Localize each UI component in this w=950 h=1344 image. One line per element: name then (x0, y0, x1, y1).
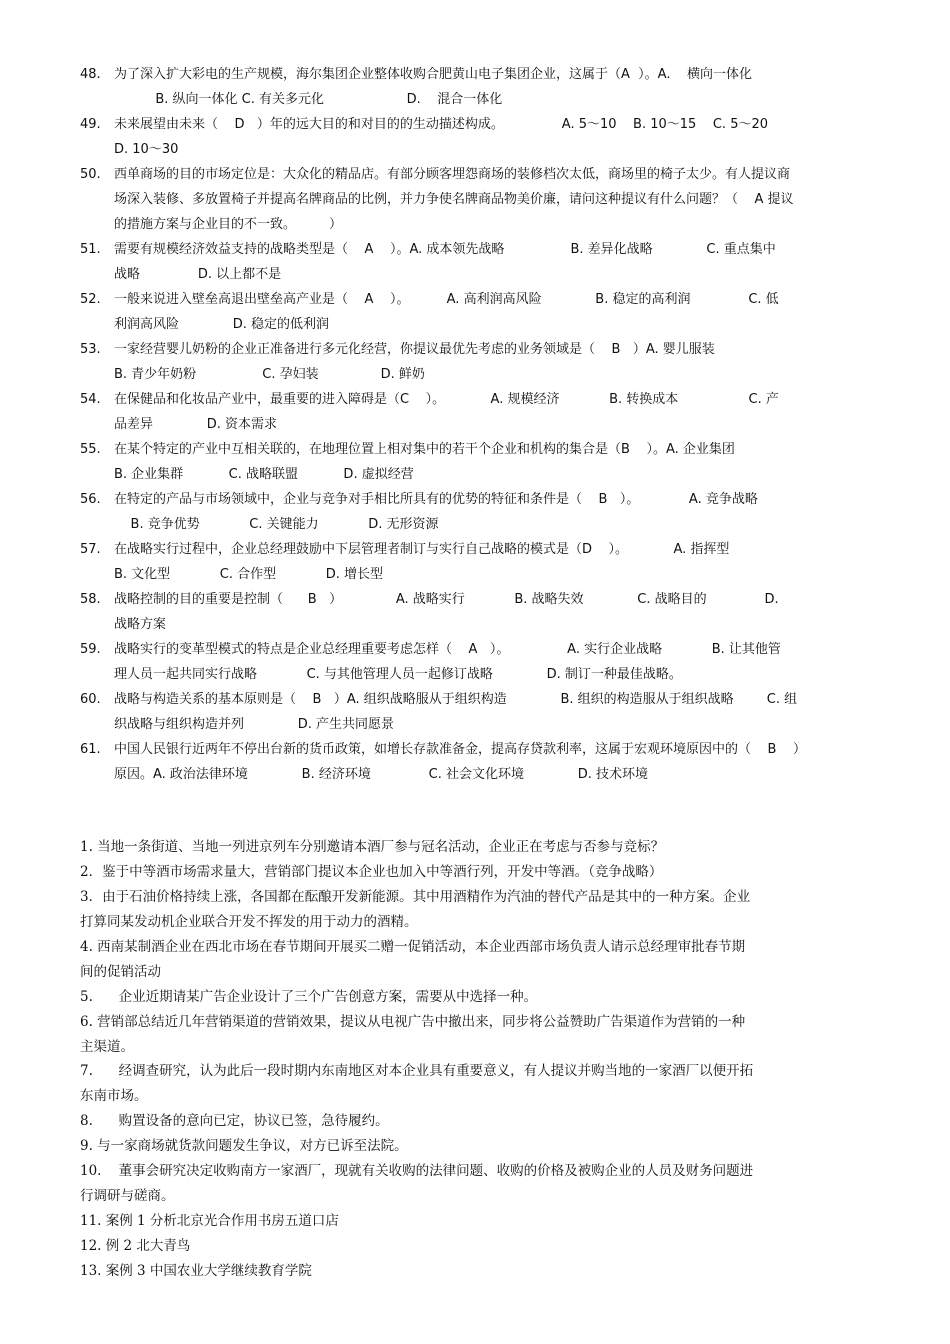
question-number: 60. (80, 692, 101, 707)
question-text-line: 原因。A. 政治法律环境 B. 经济环境 C. 社会文化环境 D. 技术环境 (114, 767, 649, 782)
question-text-line: 的措施方案与企业目的不一致。 ） (114, 217, 343, 232)
case-text-line: 13. 案例 3 中国农业大学继续教育学院 (80, 1263, 312, 1279)
question-number: 61. (80, 742, 101, 757)
question-number: 55. (80, 442, 101, 457)
case-text-line: 9. 与一家商场就货款问题发生争议，对方已诉至法院。 (80, 1138, 408, 1154)
case-text-line: 7. 经调查研究，认为此后一段时期内东南地区对本企业具有重要意义，有人提议并购当地的一家酒厂以便开拓 (80, 1063, 754, 1079)
case-item-2 (80, 860, 872, 885)
question-text-line: 品差异 D. 资本需求 (114, 417, 277, 432)
case-item-8 (80, 1109, 872, 1134)
question-60 (80, 687, 872, 737)
question-text-line: 战略 D. 以上都不是 (114, 267, 282, 282)
case-text-line: 主渠道。 (80, 1039, 134, 1055)
case-text-line: 打算同某发动机企业联合开发不挥发的用于动力的酒精。 (80, 914, 418, 930)
question-text-line: B. 纵向一体化 C. 有关多元化 D. 混合一体化 (114, 92, 503, 107)
question-number: 51. (80, 242, 101, 257)
question-text-line: 战略实行的变革型模式的特点是企业总经理重要考虑怎样（ A ）。 A. 实行企业战略 B. 让其他管 (114, 642, 781, 657)
question-number: 58. (80, 592, 101, 607)
case-text-line: 10. 董事会研究决定收购南方一家酒厂，现就有关收购的法律问题、收购的价格及被购企业的人员及财务问题进 (80, 1163, 754, 1179)
question-text-line: 在战略实行过程中，企业总经理鼓励中下层管理者制订与实行自己战略的模式是（D ）。 A. 指挥型 (114, 542, 730, 557)
case-text-line: 行调研与磋商。 (80, 1188, 175, 1204)
case-item-13 (80, 1259, 872, 1284)
question-59 (80, 637, 872, 687)
question-text-line: B. 青少年奶粉 C. 孕妇装 D. 鲜奶 (114, 367, 425, 382)
question-51 (80, 237, 872, 287)
question-text-line: 需要有规模经济效益支持的战略类型是（ A ）。A. 成本领先战略 B. 差异化战略 C. 重点集中 (114, 242, 776, 257)
case-text-line: 3．由于石油价格持续上涨，各国都在酝酿开发新能源。其中用酒精作为汽油的替代产品是其中的一种方案。企业 (80, 889, 751, 905)
case-text-line: 4. 西南某制酒企业在西北市场在春节期间开展买二赠一促销活动，本企业西部市场负责人请示总经理审批春节期 (80, 939, 746, 955)
question-text-line: 一般来说进入壁垒高退出壁垒高产业是（ A ）。 A. 高利润高风险 B. 稳定的高利润 C. 低 (114, 292, 779, 307)
case-item-7 (80, 1059, 872, 1109)
question-52 (80, 287, 872, 337)
question-57 (80, 537, 872, 587)
question-61 (80, 737, 872, 787)
case-item-6 (80, 1010, 872, 1060)
case-text-line: 2．鉴于中等酒市场需求量大，营销部门提议本企业也加入中等酒行列，开发中等酒。（竞争战略） (80, 864, 663, 880)
question-text-line: 未来展望由未来（ D ）年的远大目的和对目的的生动描述构成。 A. 5～10 B. 10～15 C. 5～20 (114, 117, 769, 132)
case-item-10 (80, 1159, 872, 1209)
question-58 (80, 587, 872, 637)
question-56 (80, 487, 872, 537)
question-number: 50. (80, 167, 101, 182)
question-text-line: 西单商场的目的市场定位是：大众化的精品店。有部分顾客埋怨商场的装修档次太低，商场里的椅子太少。有人提议商 (114, 167, 791, 182)
question-number: 59. (80, 642, 101, 657)
question-text-line: 中国人民银行近两年不停出台新的货币政策，如增长存款准备金，提高存贷款利率，这属于宏观环境原因中的（ B ） (114, 742, 806, 757)
case-text-line: 8. 购置设备的意向已定，协议已签，急待履约。 (80, 1113, 389, 1129)
question-text-line: 一家经营婴儿奶粉的企业正准备进行多元化经营，你提议最优先考虑的业务领域是（ B ）A. 婴儿服装 (114, 342, 715, 357)
case-item-9 (80, 1134, 872, 1159)
question-text-line: 在特定的产品与市场领域中，企业与竞争对手相比所具有的优势的特征和条件是（ B ）。 A. 竞争战略 (114, 492, 758, 507)
question-text-line: 场深入装修、多放置椅子并提高名牌商品的比例，并力争使名牌商品物美价廉，请问这种提议有什么问题？（ A 提议 (114, 192, 794, 207)
case-text-line: 5. 企业近期请某广告企业设计了三个广告创意方案，需要从中选择一种。 (80, 989, 538, 1005)
case-item-11 (80, 1209, 872, 1234)
question-text-line: 理人员一起共同实行战略 C. 与其他管理人员一起修订战略 D. 制订一种最佳战略。 (114, 667, 682, 682)
question-49 (80, 112, 872, 162)
case-item-12 (80, 1234, 872, 1259)
question-text-line: 战略控制的目的重要是控制（ B ） A. 战略实行 B. 战略失效 C. 战略目的 D. (114, 592, 779, 607)
question-text-line: 织战略与组织构造并列 D. 产生共同愿景 (114, 717, 394, 732)
question-text-line: 战略与构造关系的基本原则是（ B ）A. 组织战略服从于组织构造 B. 组织的构造服从于组织战略 C. 组 (114, 692, 798, 707)
case-text-line: 12. 例 2 北大青鸟 (80, 1238, 191, 1254)
case-item-5 (80, 985, 872, 1010)
question-text-line: 在保健品和化妆品产业中，最重要的进入障碍是（C ）。 A. 规模经济 B. 转换成本 C. 产 (114, 392, 779, 407)
case-text-line: 11. 案例 1 分析北京光合作用书房五道口店 (80, 1213, 339, 1229)
question-text-line: D. 10～30 (114, 142, 179, 157)
case-text-line: 6. 营销部总结近几年营销渠道的营销效果，提议从电视广告中撤出来，同步将公益赞助广告渠道作为营销的一种 (80, 1014, 746, 1030)
case-item-3 (80, 885, 872, 935)
question-text-line: 在某个特定的产业中互相关联的，在地理位置上相对集中的若干个企业和机构的集合是（B ）。A. 企业集团 (114, 442, 735, 457)
question-text-line: 为了深入扩大彩电的生产规模，海尔集团企业整体收购合肥黄山电子集团企业，这属于（A ）。A. 横向一体化 (114, 67, 752, 82)
question-number: 57. (80, 542, 101, 557)
question-number: 49. (80, 117, 101, 132)
question-number: 56. (80, 492, 101, 507)
question-48 (80, 62, 872, 112)
question-text-line: 利润高风险 D. 稳定的低利润 (114, 317, 329, 332)
question-number: 54. (80, 392, 101, 407)
question-54 (80, 387, 872, 437)
question-53 (80, 337, 872, 387)
case-text-line: 1. 当地一条街道、当地一列进京列车分别邀请本酒厂参与冠名活动，企业正在考虑与否参与竞标？ (80, 839, 665, 855)
case-item-4 (80, 935, 872, 985)
question-number: 53. (80, 342, 101, 357)
question-text-line: B. 企业集群 C. 战略联盟 D. 虚拟经营 (114, 467, 414, 482)
case-text-line: 东南市场。 (80, 1088, 148, 1104)
question-text-line: B. 竞争优势 C. 关键能力 D. 无形资源 (114, 517, 439, 532)
question-text-line: 战略方案 (114, 617, 167, 632)
question-number: 52. (80, 292, 101, 307)
question-text-line: B. 文化型 C. 合作型 D. 增长型 (114, 567, 383, 582)
case-item-1 (80, 835, 872, 860)
question-number: 48. (80, 67, 101, 82)
case-text-line: 间的促销活动 (80, 964, 161, 980)
question-50 (80, 162, 872, 237)
question-55 (80, 437, 872, 487)
